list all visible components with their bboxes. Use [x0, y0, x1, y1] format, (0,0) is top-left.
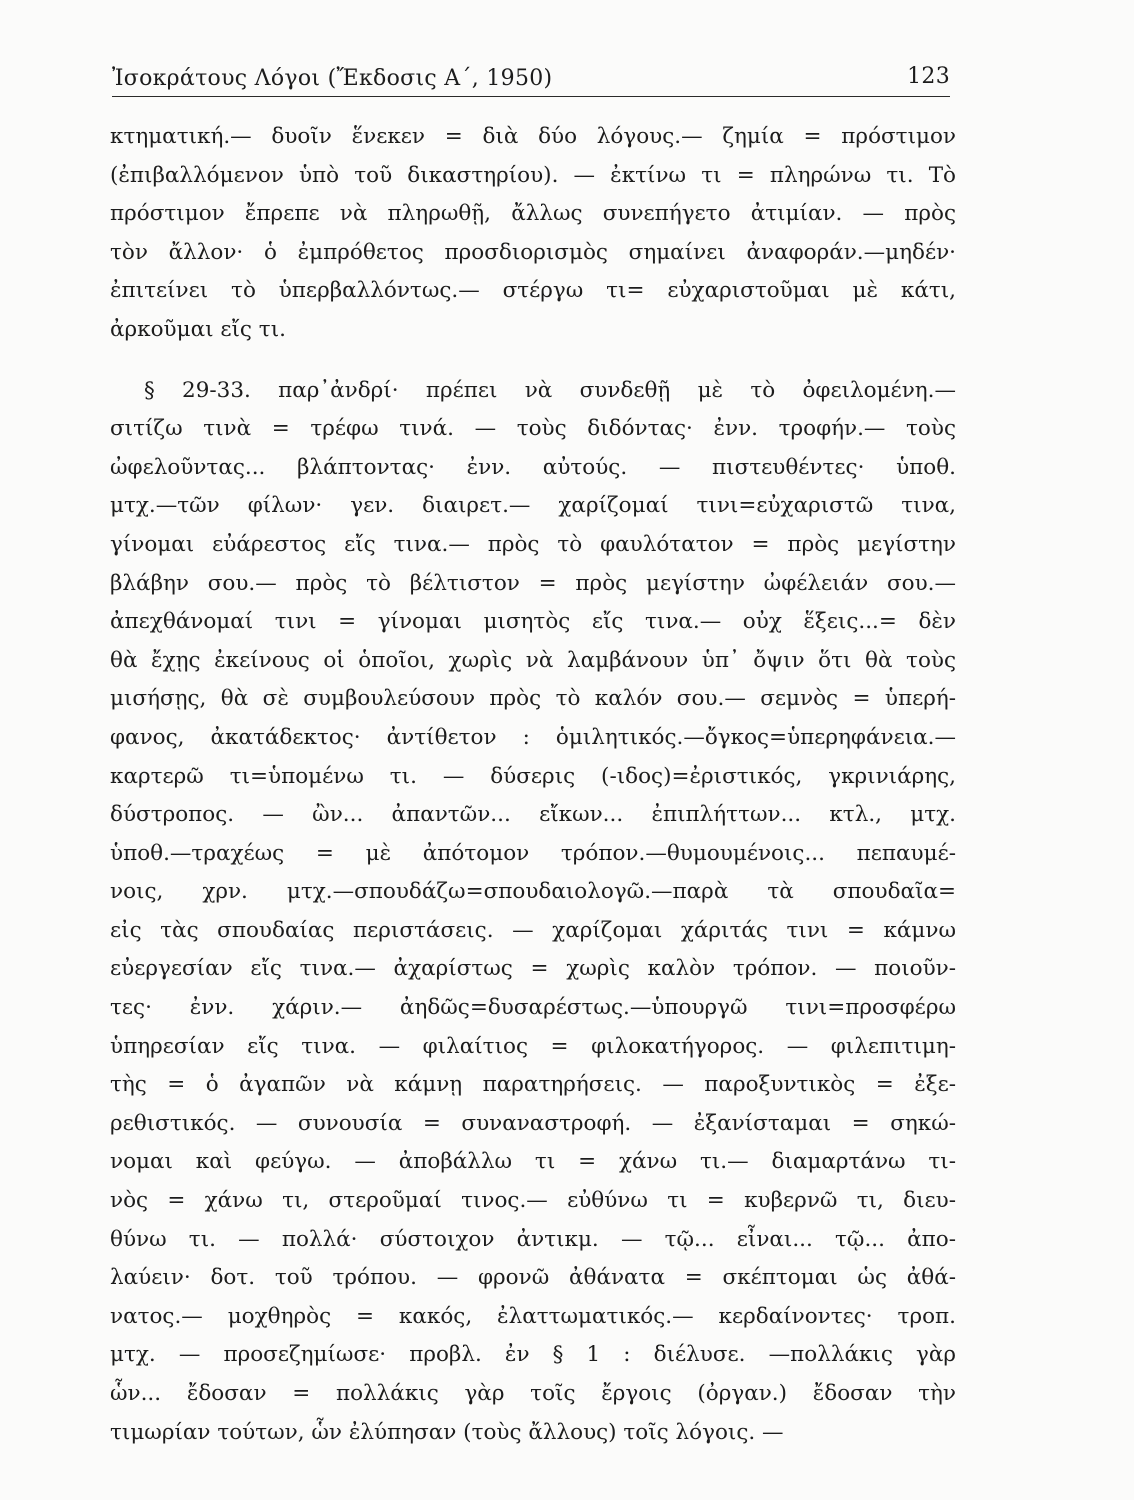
text-line: καρτερῶ τι=ὑπομένω τι. — δύσερις (-ιδος)=ἐριστικός, γκρινιάρης,: [110, 763, 956, 789]
text-line: ἀπεχθάνομαί τινι = γίνομαι μισητὸς εἴς τινα.— οὐχ ἕξεις...= δὲν: [110, 609, 956, 635]
text-line: § 29-33. παρ᾽ἀνδρί· πρέπει νὰ συνδεθῇ μὲ τὸ ὀφειλομένη.—: [144, 377, 956, 403]
text-line: γίνομαι εὐάρεστος εἴς τινα.— πρὸς τὸ φαυλότατον = πρὸς μεγίστην: [110, 531, 956, 557]
text-line: δύστροπος. — ὢν... ἀπαντῶν... εἴκων... ἐπιπλήττων... κτλ., μτχ.: [110, 802, 956, 828]
text-line: θὰ ἔχῃς ἐκείνους οἱ ὁποῖοι, χωρὶς νὰ λαμβάνουν ὑπ᾽ ὄψιν ὅτι θὰ τοὺς: [110, 647, 956, 673]
text-line: νομαι καὶ φεύγω. — ἀποβάλλω τι = χάνω τι.— διαμαρτάνω τι-: [110, 1149, 956, 1175]
text-line: νοις, χρν. μτχ.—σπουδάζω=σπουδαιολογῶ.—παρὰ τὰ σπουδαῖα=: [110, 879, 956, 905]
text-line: εὐεργεσίαν εἴς τινα.— ἀχαρίστως = χωρὶς καλὸν τρόπον. — ποιοῦν-: [110, 956, 956, 982]
text-line: ὑπηρεσίαν εἴς τινα. — φιλαίτιος = φιλοκατήγορος. — φιλεπιτιμη-: [110, 1033, 956, 1059]
text-line: βλάβην σου.— πρὸς τὸ βέλτιστον = πρὸς μεγίστην ὠφέλειάν σου.—: [110, 570, 956, 596]
text-line: φανος, ἀκατάδεκτος· ἀντίθετον : ὁμιλητικός.—ὄγκος=ὑπερηφάνεια.—: [110, 724, 956, 750]
text-line: μτχ. — προσεζημίωσε· προβλ. ἐν § 1 : διέλυσε. —πολλάκις γὰρ: [110, 1342, 956, 1368]
text-line: ρεθιστικός. — συνουσία = συναναστροφή. — ἐξανίσταμαι = σηκώ-: [110, 1110, 956, 1136]
paragraph-2: [110, 372, 956, 1453]
text-line: τὸν ἄλλον· ὁ ἐμπρόθετος προσδιορισμὸς σημαίνει ἀναφοράν.—μηδέν·: [110, 239, 956, 265]
text-line: λαύειν· δοτ. τοῦ τρόπου. — φρονῶ ἀθάνατα = σκέπτομαι ὡς ἀθά-: [110, 1265, 956, 1291]
text-line: μτχ.—τῶν φίλων· γεν. διαιρετ.— χαρίζομαί τινι=εὐχαριστῶ τινα,: [110, 493, 956, 519]
commentary-body: [110, 118, 956, 1452]
text-line: ὧν... ἔδοσαν = πολλάκις γὰρ τοῖς ἔργοις (ὀργαν.) ἔδοσαν τὴν: [110, 1381, 956, 1406]
text-line: (ἐπιβαλλόμενον ὑπὸ τοῦ δικαστηρίου). — ἐκτίνω τι = πληρώνω τι. Τὸ: [110, 162, 956, 188]
text-line: πρόστιμον ἔπρεπε νὰ πληρωθῇ, ἄλλως συνεπήγετο ἀτιμίαν. — πρὸς: [110, 201, 956, 227]
text-line: τες· ἐνν. χάριν.— ἀηδῶς=δυσαρέστως.—ὑπουργῶ τινι=προσφέρω: [110, 995, 956, 1021]
text-line: ἐπιτείνει τὸ ὑπερβαλλόντως.— στέργω τι= εὐχαριστοῦμαι μὲ κάτι,: [110, 278, 956, 304]
running-head: [112, 64, 950, 97]
page-number: 123: [907, 64, 950, 89]
text-line: τιμωρίαν τούτων, ὧν ἐλύπησαν (τοὺς ἄλλους) τοῖς λόγοις. —: [110, 1419, 784, 1445]
text-line: μισήσῃς, θὰ σὲ συμβουλεύσουν πρὸς τὸ καλόν σου.— σεμνὸς = ὑπερή-: [110, 686, 956, 712]
text-line: σιτίζω τινὰ = τρέφω τινά. — τοὺς διδόντας· ἐνν. τροφήν.— τοὺς: [110, 416, 956, 442]
text-line: εἰς τὰς σπουδαίας περιστάσεις. — χαρίζομαι χάριτάς τινι = κάμνω: [110, 917, 956, 943]
text-line: τὴς = ὁ ἀγαπῶν νὰ κάμνῃ παρατηρήσεις. — παροξυντικὸς = ἐξε-: [110, 1072, 956, 1098]
text-line: θύνω τι. — πολλά· σύστοιχον ἀντικμ. — τῷ... εἶναι... τῷ... ἀπο-: [110, 1226, 956, 1252]
text-line: ἀρκοῦμαι εἴς τι.: [110, 316, 286, 342]
text-line: νατος.— μοχθηρὸς = κακός, ἐλαττωματικός.— κερδαίνοντες· τροπ.: [110, 1303, 956, 1329]
paragraph-1: [110, 118, 956, 350]
running-head-title: Ἰσοκράτους Λόγοι (Ἔκδοσις Α΄, 1950): [112, 66, 553, 91]
text-line: κτηματική.— δυοῖν ἕνεκεν = διὰ δύο λόγους.— ζημία = πρόστιμον: [110, 124, 956, 149]
text-line: ὠφελοῦντας... βλάπτοντας· ἐνν. αὐτούς. — πιστευθέντες· ὑποθ.: [110, 454, 956, 480]
text-line: ὑποθ.—τραχέως = μὲ ἀπότομον τρόπον.—θυμουμένοις... πεπαυμέ-: [110, 840, 956, 866]
text-line: νὸς = χάνω τι, στεροῦμαί τινος.— εὐθύνω τι = κυβερνῶ τι, διευ-: [110, 1188, 956, 1214]
